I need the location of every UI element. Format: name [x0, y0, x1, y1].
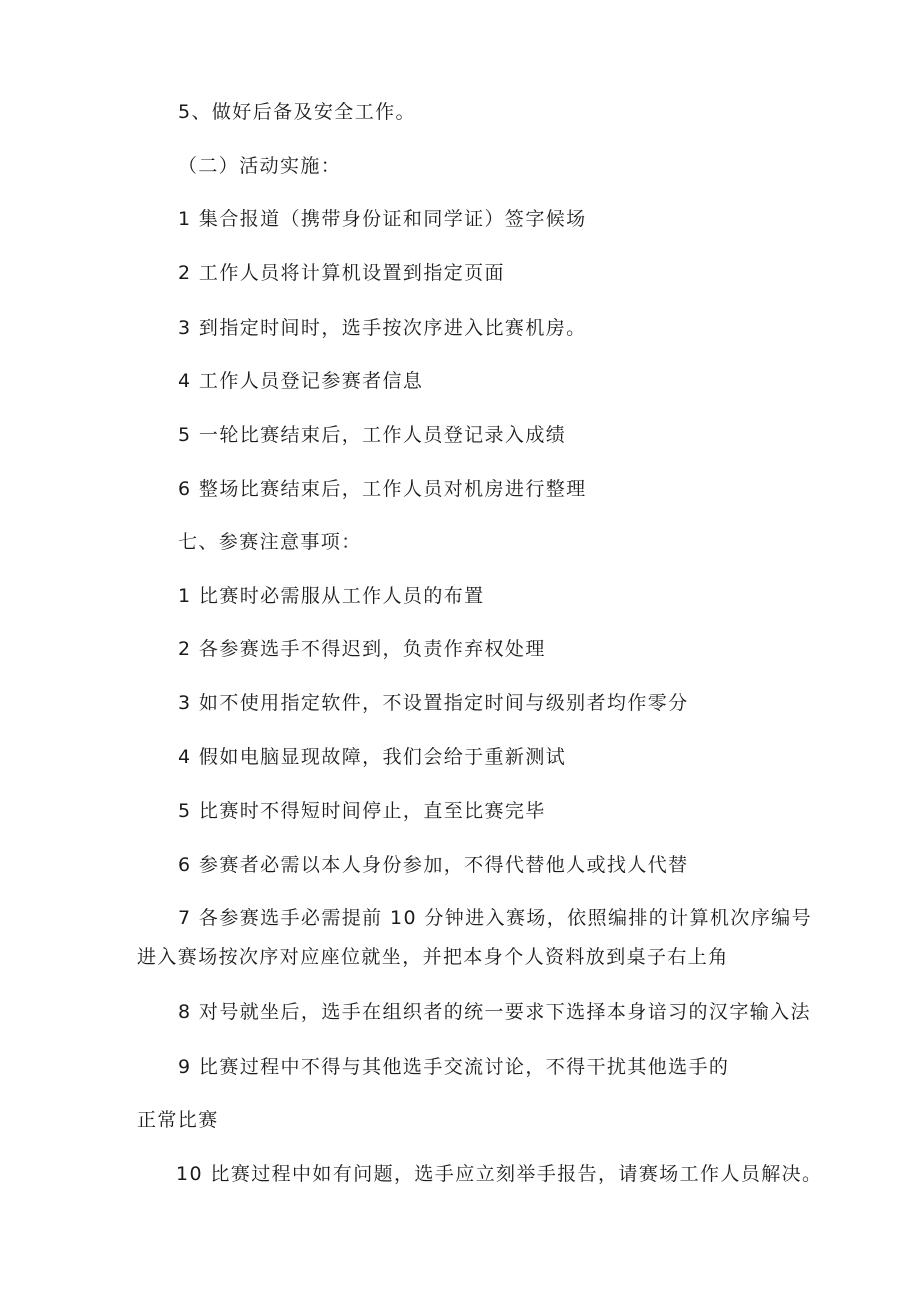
list-item: 3 如不使用指定软件，不设置指定时间与级别者均作零分	[178, 692, 689, 714]
list-item: 6 参赛者必需以本人身份参加，不得代替他人或找人代替	[178, 854, 689, 876]
list-item: 1 比赛时必需服从工作人员的布置	[178, 585, 485, 607]
list-item: 4 假如电脑显现故障，我们会给于重新测试	[178, 746, 567, 768]
list-item: 4 工作人员登记参赛者信息	[178, 370, 424, 392]
list-item: 10 比赛过程中如有问题，选手应立刻举手报告，请赛场工作人员解决。	[176, 1163, 823, 1185]
section-heading: 七、参赛注意事项：	[178, 531, 362, 553]
list-item: 7 各参赛选手必需提前 10 分钟进入赛场，依照编排的计算机次序编号	[178, 907, 812, 929]
list-item: 6 整场比赛结束后，工作人员对机房进行整理	[178, 478, 587, 500]
list-item-continuation: 进入赛场按次序对应座位就坐，并把本身个人资料放到桌子右上角	[137, 946, 729, 968]
list-item: 2 各参赛选手不得迟到，负责作弃权处理	[178, 638, 546, 660]
section-heading: （二）活动实施：	[178, 155, 342, 177]
list-item: 2 工作人员将计算机设置到指定页面	[178, 262, 505, 284]
list-item: 9 比赛过程中不得与其他选手交流讨论，不得干扰其他选手的	[178, 1056, 730, 1078]
list-item: 5 比赛时不得短时间停止，直至比赛完毕	[178, 800, 546, 822]
list-item: 1 集合报道（携带身份证和同学证）签字候场	[178, 208, 587, 230]
list-item: 8 对号就坐后，选手在组织者的统一要求下选择本身谙习的汉字输入法	[178, 1001, 811, 1023]
paragraph-line: 5、做好后备及安全工作。	[178, 101, 416, 123]
list-item: 3 到指定时间时，选手按次序进入比赛机房。	[178, 317, 587, 339]
list-item-continuation: 正常比赛	[137, 1109, 219, 1131]
list-item: 5 一轮比赛结束后，工作人员登记录入成绩	[178, 424, 567, 446]
